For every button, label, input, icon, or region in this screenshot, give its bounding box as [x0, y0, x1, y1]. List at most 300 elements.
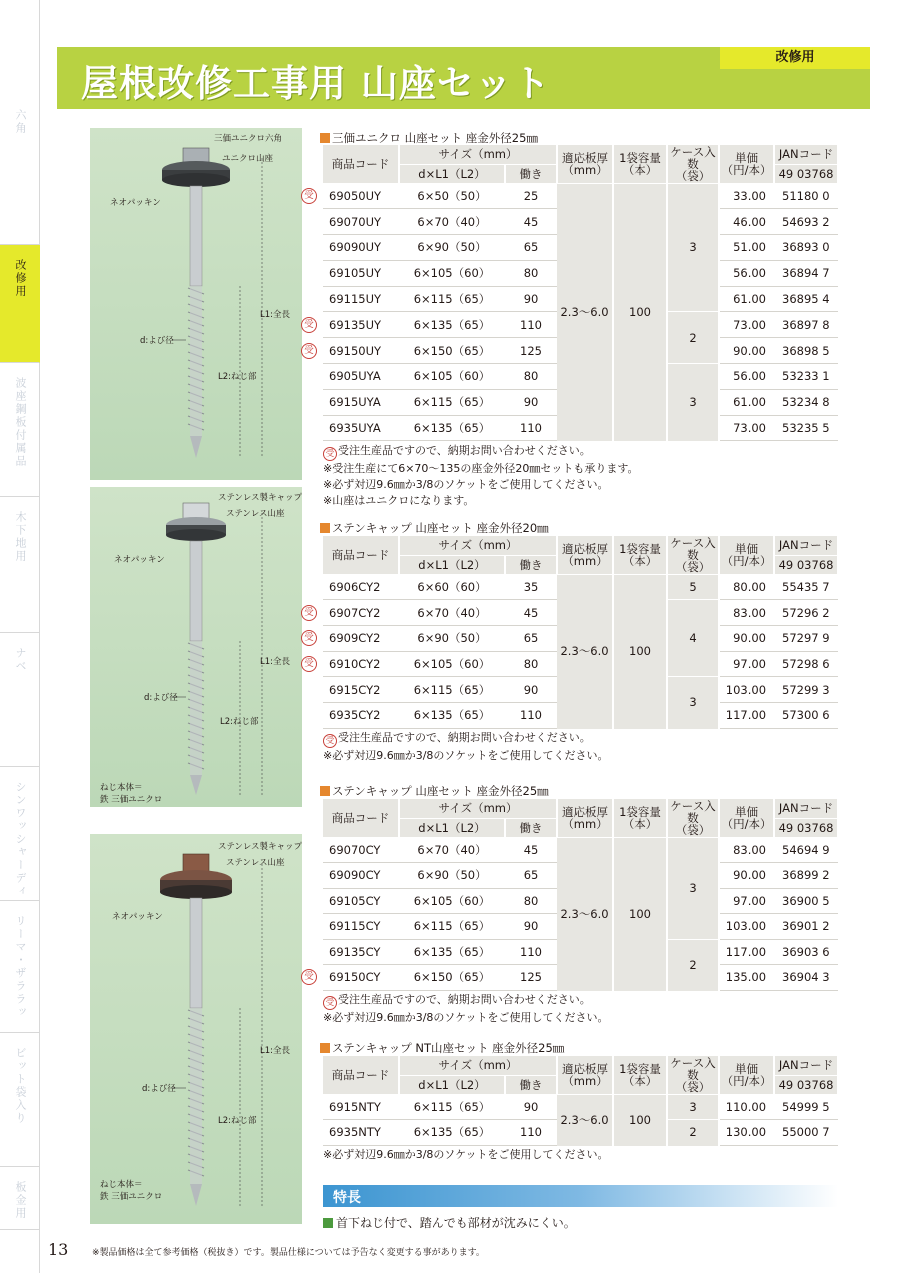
- made-to-order-icon: 受: [323, 734, 337, 748]
- made-to-order-icon: 受: [301, 656, 317, 672]
- working-length: 125: [505, 338, 557, 364]
- unit-price: 110.00: [719, 1094, 774, 1120]
- col-header-case-label: ケース入数: [670, 144, 716, 171]
- unit-price: 56.00: [719, 364, 774, 390]
- size: 6×50（50）: [399, 183, 505, 209]
- spec-table: [304, 798, 839, 991]
- col-header-price-unit: （円/本）: [721, 816, 772, 831]
- sidebar-tab[interactable]: [0, 95, 40, 245]
- sidebar-tab-label: ナベ: [14, 647, 27, 673]
- product-code: [323, 415, 399, 441]
- product-photo-2: [90, 487, 302, 807]
- label-body: ねじ本体＝: [100, 1180, 143, 1190]
- spec-table: [323, 1056, 839, 1146]
- col-header-price-label: 単価: [735, 804, 759, 819]
- col-header-price-label: 単価: [735, 150, 759, 165]
- col-header-case-unit: （袋）: [675, 1079, 711, 1094]
- product-code-text: 69090UY: [329, 240, 382, 255]
- jan-code: 57299 3: [774, 677, 838, 703]
- col-header-size: サイズ（mm）: [399, 536, 557, 555]
- product-code-text: 69090CY: [329, 868, 381, 883]
- sidebar-bottom: [0, 1230, 40, 1273]
- product-code-text: 6935CY2: [329, 708, 381, 723]
- working-length: 45: [505, 600, 557, 626]
- col-header-code: 商品コード: [323, 799, 399, 837]
- made-to-order-icon: 受: [301, 605, 317, 621]
- product-code: [323, 702, 399, 728]
- size: 6×135（65）: [399, 415, 505, 441]
- note-text: ※必ず対辺9.6㎜か3/8のソケットをご使用してください。: [323, 749, 609, 763]
- col-header-jan-prefix: 49 03768: [774, 164, 838, 183]
- screw-illustration-1: [90, 128, 302, 480]
- col-header-qty: [613, 799, 667, 837]
- note-line: [323, 730, 609, 748]
- product-code-text: 6909CY2: [329, 631, 381, 646]
- jan-code: 51180 0: [774, 183, 838, 209]
- col-header-jan: JANコード: [774, 1056, 838, 1075]
- col-header-price-unit: （円/本）: [721, 162, 772, 177]
- unit-price: 33.00: [719, 183, 774, 209]
- product-code: [323, 286, 399, 312]
- jan-code: 36899 2: [774, 863, 838, 889]
- jan-code: 36894 7: [774, 260, 838, 286]
- jan-code: 55435 7: [774, 574, 838, 600]
- col-header-size: サイズ（mm）: [399, 1056, 557, 1075]
- working-length: 65: [505, 235, 557, 261]
- product-code-text: 69105CY: [329, 893, 381, 908]
- jan-code: 57300 6: [774, 702, 838, 728]
- col-header-price-label: 単価: [735, 1061, 759, 1076]
- size: 6×115（65）: [399, 1094, 505, 1120]
- product-code-text: 6906CY2: [329, 579, 381, 594]
- working-length: 110: [505, 415, 557, 441]
- label-seat: ユニクロ山座: [222, 154, 274, 164]
- made-to-order-icon: 受: [323, 996, 337, 1010]
- case-quantity: 2: [667, 1120, 719, 1146]
- col-header-thickness-label: 適応板厚: [562, 804, 609, 819]
- plate-thickness: 2.3～6.0: [557, 1094, 613, 1145]
- features-text: [323, 1214, 576, 1231]
- note-text: ※必ず対辺9.6㎜か3/8のソケットをご使用してください。: [323, 478, 609, 491]
- note-text: 受注生産品ですので、納期お問い合わせください。: [338, 731, 591, 745]
- col-header-thickness: [557, 1056, 613, 1094]
- working-length: 110: [505, 939, 557, 965]
- col-header-price: [719, 799, 774, 837]
- note-line: [323, 477, 639, 493]
- spec-table: [304, 535, 839, 729]
- jan-code: 57298 6: [774, 651, 838, 677]
- product-code: [304, 312, 399, 338]
- working-length: 110: [505, 312, 557, 338]
- label-hex: ステンレス製キャップ: [218, 842, 302, 852]
- jan-code: 55000 7: [774, 1120, 838, 1146]
- title-banner: [57, 47, 870, 109]
- sidebar-tab[interactable]: [0, 901, 40, 1033]
- unit-price: 135.00: [719, 965, 774, 991]
- product-code-text: 6935UYA: [329, 421, 381, 436]
- label-total: L1:全長: [260, 1046, 291, 1056]
- unit-price: 117.00: [719, 939, 774, 965]
- label-seat: ステンレス山座: [226, 509, 285, 519]
- label-packing: ネオパッキン: [110, 198, 161, 208]
- working-length: 90: [505, 286, 557, 312]
- sidebar-tab-label: シンワッシャーディ: [14, 781, 27, 898]
- product-code: [323, 209, 399, 235]
- section-title-text: ステンキャップ 山座セット 座金外径25㎜: [332, 784, 549, 798]
- case-quantity: 3: [667, 1094, 719, 1120]
- footer-note: ※製品価格は全て参考価格（税抜き）です。製品仕様については予告なく変更する事があります。: [92, 1248, 485, 1258]
- bag-quantity: 100: [613, 1094, 667, 1145]
- jan-code: 53234 8: [774, 389, 838, 415]
- label-total: L1:全長: [260, 310, 291, 320]
- jan-code: 57297 9: [774, 625, 838, 651]
- col-header-jan-prefix: 49 03768: [774, 555, 838, 574]
- working-length: 65: [505, 625, 557, 651]
- jan-code: 54999 5: [774, 1094, 838, 1120]
- sidebar-tab[interactable]: [0, 767, 40, 901]
- sidebar-tab[interactable]: [0, 245, 40, 363]
- col-header-thickness-unit: （mm）: [562, 553, 608, 568]
- col-header-qty: [613, 145, 667, 183]
- size: 6×105（60）: [399, 260, 505, 286]
- unit-price: 61.00: [719, 286, 774, 312]
- bullet-square-icon: [320, 523, 330, 533]
- label-body-material: 鉄 三価ユニクロ: [100, 795, 163, 805]
- col-header-thickness: [557, 145, 613, 183]
- bullet-square-icon: [320, 786, 330, 796]
- product-code: [304, 965, 399, 991]
- case-quantity: 3: [667, 183, 719, 312]
- sidebar-tab-label: 改修用: [14, 259, 27, 298]
- size: 6×115（65）: [399, 286, 505, 312]
- product-code: [323, 574, 399, 600]
- product-code: [323, 914, 399, 940]
- unit-price: 97.00: [719, 651, 774, 677]
- product-code: [323, 939, 399, 965]
- col-header-thickness: [557, 536, 613, 574]
- note-line: [323, 443, 639, 461]
- size: 6×150（65）: [399, 965, 505, 991]
- size: 6×135（65）: [399, 312, 505, 338]
- jan-code: 36900 5: [774, 888, 838, 914]
- product-code-text: 6915CY2: [329, 682, 381, 697]
- col-header-size: サイズ（mm）: [399, 799, 557, 818]
- table-row: [323, 574, 838, 600]
- jan-code: 36901 2: [774, 914, 838, 940]
- bullet-square-icon: [323, 1218, 333, 1228]
- note-line: [323, 748, 609, 764]
- size: 6×115（65）: [399, 914, 505, 940]
- section-title: [320, 1040, 564, 1056]
- jan-code: 54694 9: [774, 837, 838, 863]
- product-code-text: 69150UY: [329, 343, 382, 358]
- sidebar-tab[interactable]: [0, 1033, 40, 1167]
- product-code: [323, 364, 399, 390]
- working-length: 90: [505, 677, 557, 703]
- table-row: [323, 1094, 838, 1120]
- size: 6×105（60）: [399, 651, 505, 677]
- col-header-qty-label: 1袋容量: [619, 150, 661, 165]
- col-header-thickness-unit: （mm）: [562, 162, 608, 177]
- jan-code: 36895 4: [774, 286, 838, 312]
- product-code: [323, 1094, 399, 1120]
- working-length: 45: [505, 837, 557, 863]
- product-code: [304, 625, 399, 651]
- case-quantity: 2: [667, 939, 719, 990]
- section-notes: [323, 1147, 609, 1163]
- label-diameter: d:よび径: [144, 693, 178, 703]
- size: 6×90（50）: [399, 863, 505, 889]
- col-header-size: サイズ（mm）: [399, 145, 557, 164]
- case-quantity: 3: [667, 837, 719, 939]
- unit-price: 83.00: [719, 837, 774, 863]
- product-code-text: 69115CY: [329, 919, 381, 934]
- section-title-text: ステンキャップ 山座セット 座金外径20㎜: [332, 521, 549, 535]
- size: 6×90（50）: [399, 625, 505, 651]
- col-header-qty-unit: （本）: [622, 553, 658, 568]
- product-code: [323, 389, 399, 415]
- bullet-square-icon: [320, 1043, 330, 1053]
- working-length: 80: [505, 364, 557, 390]
- col-header-qty-unit: （本）: [622, 162, 658, 177]
- section-title: [320, 520, 549, 536]
- product-code-text: 6915NTY: [329, 1099, 381, 1114]
- section-title: [320, 130, 538, 146]
- section-title-text: ステンキャップ NT山座セット 座金外径25㎜: [332, 1041, 565, 1055]
- product-code-text: 6910CY2: [329, 656, 381, 671]
- unit-price: 83.00: [719, 600, 774, 626]
- unit-price: 51.00: [719, 235, 774, 261]
- col-header-case-unit: （袋）: [675, 168, 711, 183]
- sidebar-tab[interactable]: [0, 633, 40, 767]
- note-line: [323, 1147, 609, 1163]
- table-row: [323, 183, 838, 209]
- size: 6×135（65）: [399, 939, 505, 965]
- product-code: [304, 338, 399, 364]
- note-text: ※受注生産にて6×70～135の座金外径20㎜セットも承ります。: [323, 462, 639, 475]
- plate-thickness: 2.3～6.0: [557, 183, 613, 441]
- product-code: [323, 863, 399, 889]
- label-hex: 三価ユニクロ六角: [214, 134, 283, 144]
- jan-code: 36898 5: [774, 338, 838, 364]
- col-header-qty-label: 1袋容量: [619, 1061, 661, 1076]
- sidebar-tab-label: 木下地用: [14, 511, 27, 563]
- unit-price: 103.00: [719, 914, 774, 940]
- col-header-work: 働き: [505, 555, 557, 574]
- size: 6×150（65）: [399, 338, 505, 364]
- made-to-order-icon: 受: [301, 188, 317, 204]
- features-title: 特長: [333, 1190, 361, 1206]
- unit-price: 46.00: [719, 209, 774, 235]
- working-length: 80: [505, 260, 557, 286]
- made-to-order-icon: 受: [323, 447, 337, 461]
- product-code-text: 6935NTY: [329, 1125, 381, 1140]
- col-header-jan-prefix: 49 03768: [774, 818, 838, 837]
- note-line: [323, 992, 609, 1010]
- label-diameter: d:よび径: [140, 336, 174, 346]
- page-number: 13: [48, 1240, 69, 1259]
- note-text: ※山座はユニクロになります。: [323, 494, 475, 507]
- unit-price: 130.00: [719, 1120, 774, 1146]
- sidebar-tab-label: ビット袋入り: [14, 1047, 27, 1125]
- plate-thickness: 2.3～6.0: [557, 574, 613, 728]
- screw-illustration-3: [90, 834, 302, 1224]
- working-length: 35: [505, 574, 557, 600]
- unit-price: 56.00: [719, 260, 774, 286]
- working-length: 80: [505, 651, 557, 677]
- col-header-case: [667, 799, 719, 837]
- jan-code: 36903 6: [774, 939, 838, 965]
- product-code-text: 69050UY: [329, 188, 382, 203]
- sidebar-tab[interactable]: [0, 363, 40, 497]
- section-notes: [323, 443, 639, 509]
- col-header-dl: d×L1（L2）: [399, 555, 505, 574]
- bag-quantity: 100: [613, 183, 667, 441]
- label-total: L1:全長: [260, 657, 291, 667]
- col-header-case-label: ケース入数: [670, 798, 716, 825]
- col-header-qty: [613, 536, 667, 574]
- product-code-text: 69115UY: [329, 292, 382, 307]
- page-title: 屋根改修工事用 山座セット: [81, 62, 551, 105]
- label-packing: ネオパッキン: [114, 555, 165, 565]
- label-packing: ネオパッキン: [112, 912, 163, 922]
- size: 6×105（60）: [399, 888, 505, 914]
- col-header-case-unit: （袋）: [675, 559, 711, 574]
- sidebar-top: [0, 0, 40, 95]
- size: 6×70（40）: [399, 209, 505, 235]
- note-line: [323, 493, 639, 509]
- col-header-qty-unit: （本）: [622, 1073, 658, 1088]
- col-header-case-label: ケース入数: [670, 535, 716, 562]
- jan-code: 54693 2: [774, 209, 838, 235]
- working-length: 90: [505, 914, 557, 940]
- feature-item: 首下ねじ付で、踏んでも部材が沈みにくい。: [336, 1216, 576, 1230]
- product-photo-3: [90, 834, 302, 1224]
- col-header-dl: d×L1（L2）: [399, 164, 505, 183]
- col-header-thickness-label: 適応板厚: [562, 541, 609, 556]
- col-header-thickness-unit: （mm）: [562, 816, 608, 831]
- col-header-jan: JANコード: [774, 799, 838, 818]
- col-header-work: 働き: [505, 1075, 557, 1094]
- product-code-text: 69105UY: [329, 266, 382, 281]
- product-code-text: 69070CY: [329, 842, 381, 857]
- col-header-dl: d×L1（L2）: [399, 1075, 505, 1094]
- sidebar-tab-label: リーマ・ザララッ: [14, 915, 27, 1019]
- col-header-case: [667, 536, 719, 574]
- unit-price: 103.00: [719, 677, 774, 703]
- case-quantity: 3: [667, 677, 719, 728]
- col-header-jan: JANコード: [774, 145, 838, 164]
- table-row: [323, 837, 838, 863]
- working-length: 90: [505, 389, 557, 415]
- note-text: ※必ず対辺9.6㎜か3/8のソケットをご使用してください。: [323, 1148, 609, 1161]
- label-diameter: d:よび径: [142, 1084, 176, 1094]
- size: 6×90（50）: [399, 235, 505, 261]
- working-length: 80: [505, 888, 557, 914]
- note-line: [323, 461, 639, 477]
- note-text: 受注生産品ですので、納期お問い合わせください。: [338, 444, 591, 457]
- col-header-price: [719, 536, 774, 574]
- jan-code: 53235 5: [774, 415, 838, 441]
- product-code: [323, 260, 399, 286]
- product-code: [323, 1120, 399, 1146]
- col-header-code: 商品コード: [323, 1056, 399, 1094]
- working-length: 65: [505, 863, 557, 889]
- section-title-text: 三価ユニクロ 山座セット 座金外径25㎜: [332, 131, 538, 145]
- col-header-thickness-label: 適応板厚: [562, 1061, 609, 1076]
- product-code: [323, 837, 399, 863]
- label-thread: L2:ねじ部: [220, 717, 259, 727]
- unit-price: 90.00: [719, 863, 774, 889]
- product-code: [323, 677, 399, 703]
- bullet-square-icon: [320, 133, 330, 143]
- label-thread: L2:ねじ部: [218, 1116, 257, 1126]
- unit-price: 90.00: [719, 625, 774, 651]
- working-length: 25: [505, 183, 557, 209]
- unit-price: 61.00: [719, 389, 774, 415]
- col-header-case-label: ケース入数: [670, 1055, 716, 1082]
- working-length: 90: [505, 1094, 557, 1120]
- col-header-thickness-unit: （mm）: [562, 1073, 608, 1088]
- col-header-work: 働き: [505, 818, 557, 837]
- label-thread: L2:ねじ部: [218, 372, 257, 382]
- spec-table: [304, 144, 839, 441]
- col-header-case: [667, 145, 719, 183]
- screw-illustration-2: [90, 487, 302, 807]
- note-text: ※必ず対辺9.6㎜か3/8のソケットをご使用してください。: [323, 1011, 609, 1024]
- jan-code: 36904 3: [774, 965, 838, 991]
- label-body: ねじ本体＝: [100, 783, 143, 793]
- col-header-case: [667, 1056, 719, 1094]
- label-hex: ステンレス製キャップ: [218, 493, 302, 503]
- sidebar-tab[interactable]: [0, 1167, 40, 1230]
- made-to-order-icon: 受: [301, 317, 317, 333]
- product-code-text: 6907CY2: [329, 605, 381, 620]
- size: 6×60（60）: [399, 574, 505, 600]
- plate-thickness: 2.3～6.0: [557, 837, 613, 990]
- sidebar-tab[interactable]: [0, 497, 40, 633]
- product-code: [304, 183, 399, 209]
- features-header: [323, 1185, 838, 1207]
- sidebar-tab-label: 六角: [14, 109, 27, 135]
- col-header-price-unit: （円/本）: [721, 553, 772, 568]
- sidebar-tab-label: 波座鋼板付属品: [14, 377, 27, 468]
- made-to-order-icon: 受: [301, 630, 317, 646]
- product-code: [304, 651, 399, 677]
- made-to-order-icon: 受: [301, 343, 317, 359]
- col-header-qty-label: 1袋容量: [619, 541, 661, 556]
- unit-price: 97.00: [719, 888, 774, 914]
- col-header-code: 商品コード: [323, 536, 399, 574]
- unit-price: 117.00: [719, 702, 774, 728]
- product-photo-1: [90, 128, 302, 480]
- sidebar-tab-label: 板金用: [14, 1181, 27, 1220]
- label-seat: ステンレス山座: [226, 858, 285, 868]
- size: 6×70（40）: [399, 600, 505, 626]
- product-code-text: 69070UY: [329, 214, 382, 229]
- col-header-price: [719, 145, 774, 183]
- size: 6×115（65）: [399, 389, 505, 415]
- col-header-price-unit: （円/本）: [721, 1073, 772, 1088]
- col-header-thickness-label: 適応板厚: [562, 150, 609, 165]
- label-body-material: 鉄 三価ユニクロ: [100, 1192, 163, 1202]
- product-code: [323, 888, 399, 914]
- bag-quantity: 100: [613, 837, 667, 990]
- col-header-price-label: 単価: [735, 541, 759, 556]
- product-code-text: 6915UYA: [329, 395, 381, 410]
- col-header-qty: [613, 1056, 667, 1094]
- product-code: [323, 235, 399, 261]
